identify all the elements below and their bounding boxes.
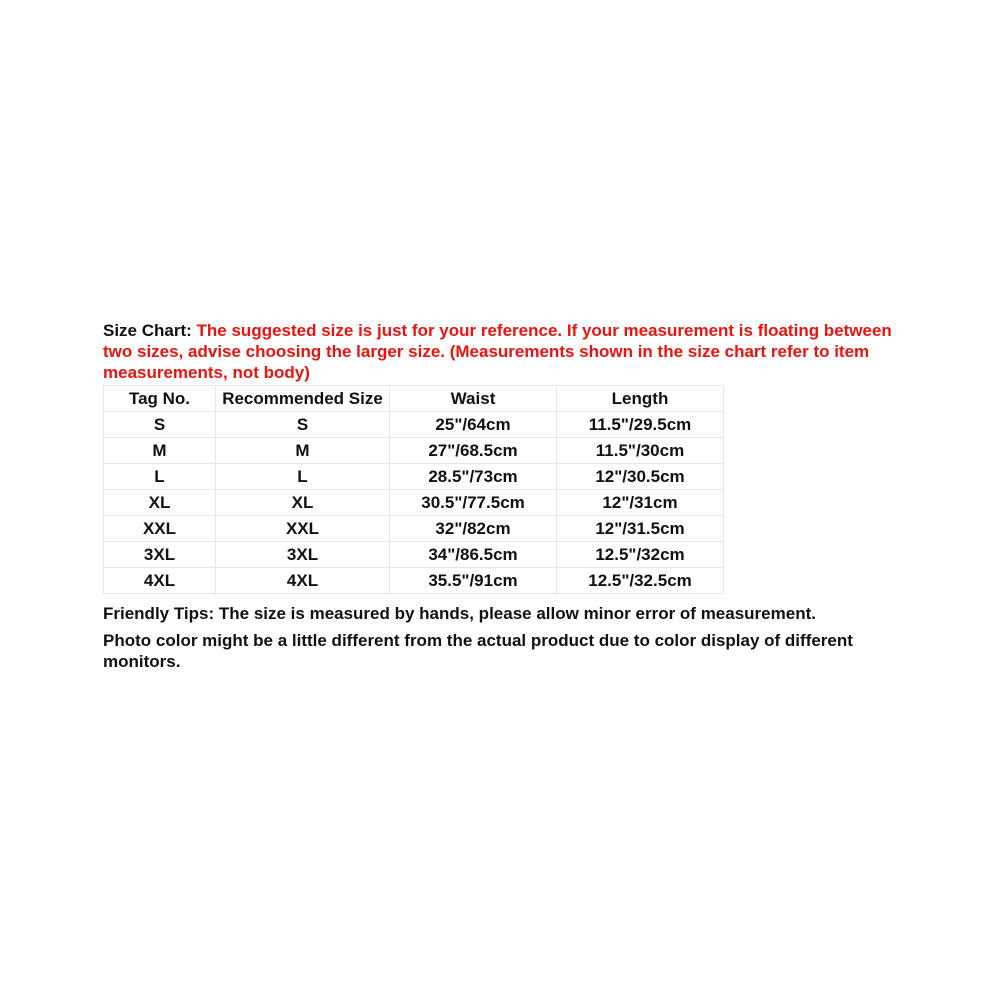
size-table	[103, 385, 724, 594]
cell-waist: 32"/82cm	[390, 516, 557, 542]
cell-waist: 30.5"/77.5cm	[390, 490, 557, 516]
cell-tag-no: L	[104, 464, 216, 490]
cell-length: 12"/30.5cm	[557, 464, 724, 490]
cell-waist: 35.5"/91cm	[390, 568, 557, 594]
table-row	[104, 464, 724, 490]
cell-length: 12.5"/32.5cm	[557, 568, 724, 594]
cell-tag-no: XL	[104, 490, 216, 516]
cell-waist: 28.5"/73cm	[390, 464, 557, 490]
cell-recommended-size: L	[216, 464, 390, 490]
size-chart-section	[103, 320, 903, 678]
size-chart-note: The suggested size is just for your reference. If your measurement is floating between two sizes, advise choosing the larger size. (Measurements shown in the size chart refer to item measurements, not body)	[103, 321, 892, 382]
cell-length: 11.5"/30cm	[557, 438, 724, 464]
table-row	[104, 490, 724, 516]
cell-recommended-size: 3XL	[216, 542, 390, 568]
cell-recommended-size: S	[216, 412, 390, 438]
size-chart-heading: Size Chart:	[103, 321, 192, 340]
table-row	[104, 438, 724, 464]
cell-tag-no: 3XL	[104, 542, 216, 568]
tips-color-note: Photo color might be a little different from the actual product due to color display of different monitors.	[103, 631, 853, 671]
cell-recommended-size: XL	[216, 490, 390, 516]
header-length: Length	[557, 386, 724, 412]
size-chart-intro	[103, 320, 903, 383]
header-waist: Waist	[390, 386, 557, 412]
table-header-row	[104, 386, 724, 412]
cell-length: 12"/31.5cm	[557, 516, 724, 542]
friendly-tips	[103, 603, 903, 672]
cell-recommended-size: M	[216, 438, 390, 464]
table-row	[104, 516, 724, 542]
cell-waist: 34"/86.5cm	[390, 542, 557, 568]
cell-tag-no: XXL	[104, 516, 216, 542]
table-row	[104, 542, 724, 568]
tips-measurement-note: Friendly Tips: The size is measured by hands, please allow minor error of measurement.	[103, 604, 816, 623]
cell-waist: 27"/68.5cm	[390, 438, 557, 464]
cell-recommended-size: 4XL	[216, 568, 390, 594]
cell-tag-no: S	[104, 412, 216, 438]
cell-length: 12"/31cm	[557, 490, 724, 516]
header-recommended-size: Recommended Size	[216, 386, 390, 412]
cell-recommended-size: XXL	[216, 516, 390, 542]
table-row	[104, 568, 724, 594]
cell-tag-no: M	[104, 438, 216, 464]
header-tag-no: Tag No.	[104, 386, 216, 412]
cell-length: 12.5"/32cm	[557, 542, 724, 568]
table-row	[104, 412, 724, 438]
cell-tag-no: 4XL	[104, 568, 216, 594]
cell-waist: 25"/64cm	[390, 412, 557, 438]
cell-length: 11.5"/29.5cm	[557, 412, 724, 438]
